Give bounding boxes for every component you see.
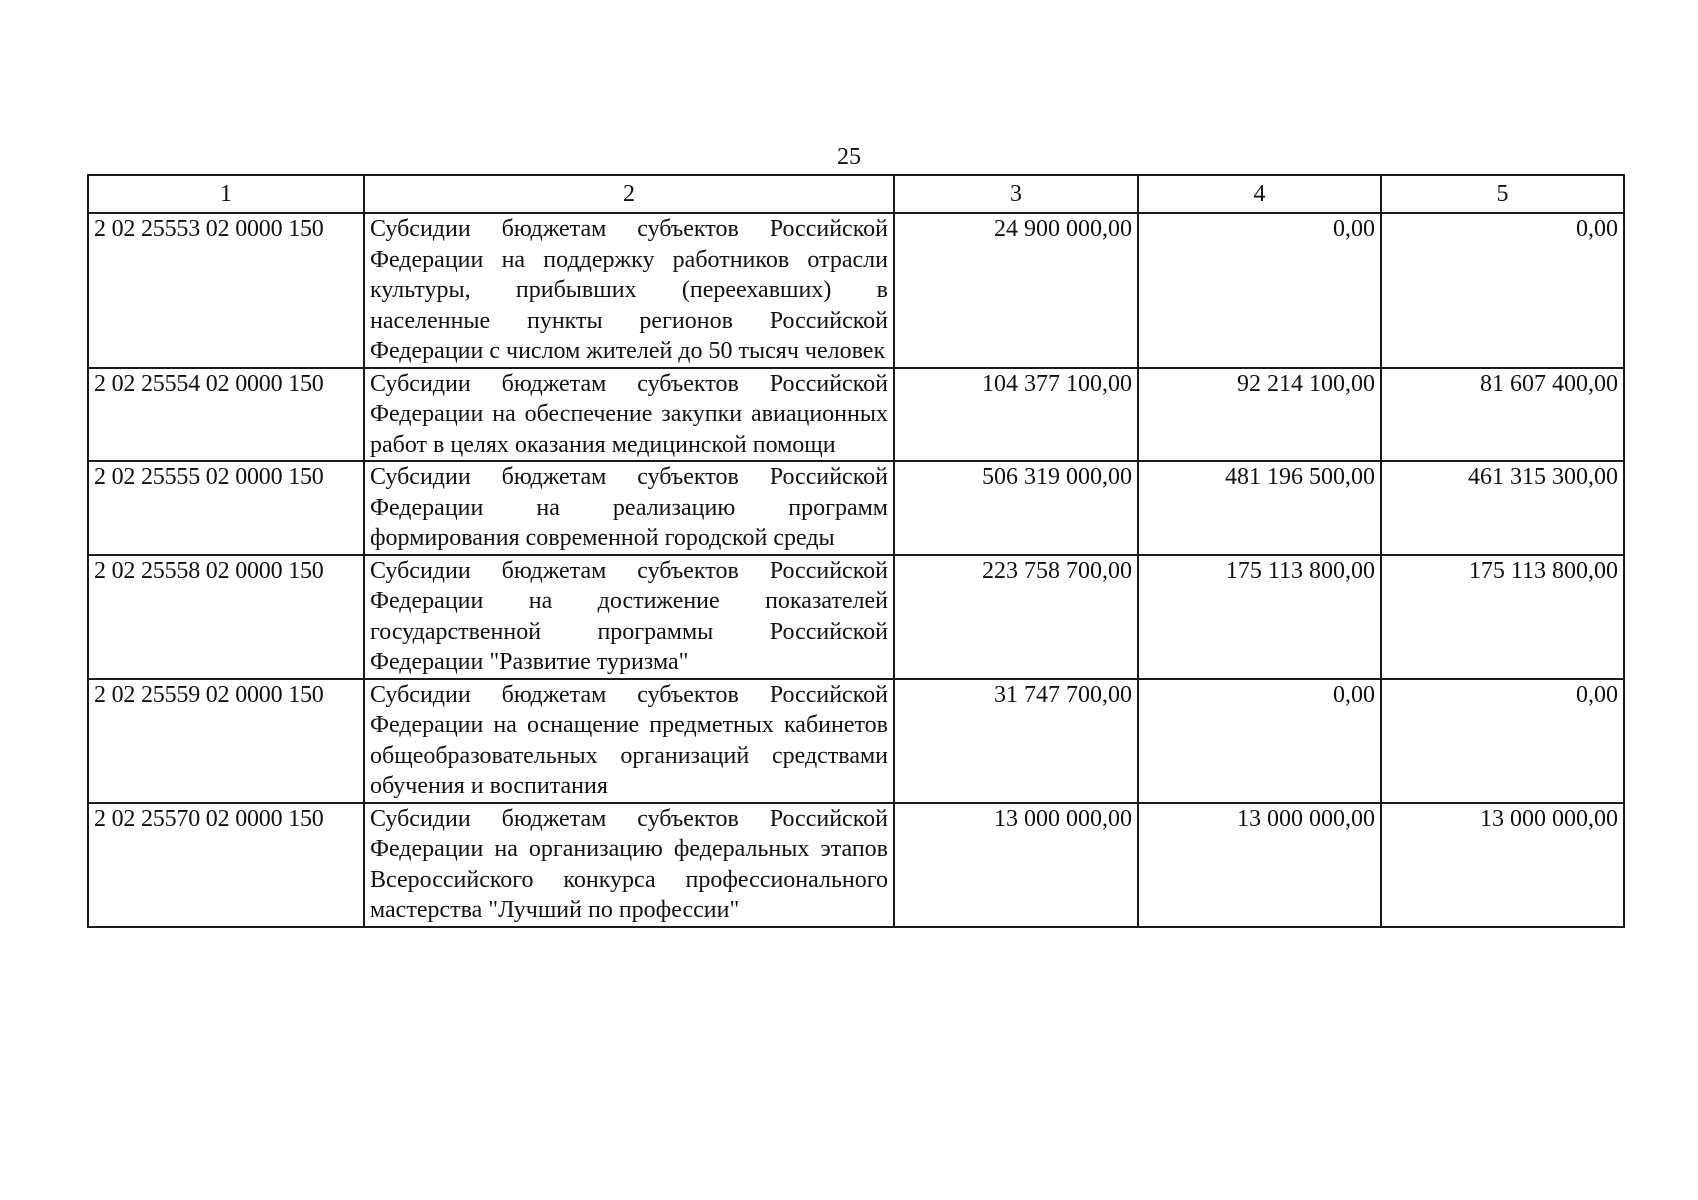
- table-row: [88, 368, 1624, 462]
- table-row: [88, 213, 1624, 368]
- amount-col5-cell: 13 000 000,00: [1381, 803, 1624, 927]
- page-number: 25: [837, 144, 861, 170]
- amount-col3-cell: 24 900 000,00: [894, 213, 1138, 368]
- amount-col3-cell: 223 758 700,00: [894, 555, 1138, 679]
- column-header-2: 2: [364, 175, 894, 213]
- column-header-4: 4: [1138, 175, 1381, 213]
- budget-code-cell: 2 02 25559 02 0000 150: [88, 679, 364, 803]
- table-row: [88, 555, 1624, 679]
- amount-col5-cell: 461 315 300,00: [1381, 461, 1624, 555]
- budget-code-cell: 2 02 25553 02 0000 150: [88, 213, 364, 368]
- amount-col5-cell: 0,00: [1381, 213, 1624, 368]
- amount-col5-cell: 175 113 800,00: [1381, 555, 1624, 679]
- budget-code-cell: 2 02 25570 02 0000 150: [88, 803, 364, 927]
- description-cell: Субсидии бюджетам субъектов Российской Федерации на поддержку работников отрасли культуры, прибывших (переехавших) в населенные пункты регионов Российской Федерации с числом жителей до 50 тысяч человек: [364, 213, 894, 368]
- amount-col4-cell: 0,00: [1138, 679, 1381, 803]
- table-header-row: [88, 175, 1624, 213]
- description-cell: Субсидии бюджетам субъектов Российской Федерации на обеспечение закупки авиационных работ в целях оказания медицинской помощи: [364, 368, 894, 462]
- column-header-1: 1: [88, 175, 364, 213]
- budget-code-cell: 2 02 25558 02 0000 150: [88, 555, 364, 679]
- budget-code-cell: 2 02 25554 02 0000 150: [88, 368, 364, 462]
- amount-col4-cell: 0,00: [1138, 213, 1381, 368]
- table-row: [88, 461, 1624, 555]
- table-row: [88, 803, 1624, 927]
- description-cell: Субсидии бюджетам субъектов Российской Федерации на достижение показателей государственной программы Российской Федерации "Развитие туризма": [364, 555, 894, 679]
- amount-col3-cell: 31 747 700,00: [894, 679, 1138, 803]
- column-header-3: 3: [894, 175, 1138, 213]
- amount-col5-cell: 81 607 400,00: [1381, 368, 1624, 462]
- amount-col3-cell: 506 319 000,00: [894, 461, 1138, 555]
- amount-col3-cell: 104 377 100,00: [894, 368, 1138, 462]
- table-row: [88, 679, 1624, 803]
- amount-col4-cell: 175 113 800,00: [1138, 555, 1381, 679]
- amount-col4-cell: 13 000 000,00: [1138, 803, 1381, 927]
- amount-col5-cell: 0,00: [1381, 679, 1624, 803]
- column-header-5: 5: [1381, 175, 1624, 213]
- amount-col3-cell: 13 000 000,00: [894, 803, 1138, 927]
- amount-col4-cell: 92 214 100,00: [1138, 368, 1381, 462]
- budget-table: [87, 174, 1625, 928]
- budget-code-cell: 2 02 25555 02 0000 150: [88, 461, 364, 555]
- description-cell: Субсидии бюджетам субъектов Российской Федерации на организацию федеральных этапов Всероссийского конкурса профессионального мастерства "Лучший по профессии": [364, 803, 894, 927]
- description-cell: Субсидии бюджетам субъектов Российской Федерации на оснащение предметных кабинетов общеобразовательных организаций средствами обучения и воспитания: [364, 679, 894, 803]
- description-cell: Субсидии бюджетам субъектов Российской Федерации на реализацию программ формирования современной городской среды: [364, 461, 894, 555]
- amount-col4-cell: 481 196 500,00: [1138, 461, 1381, 555]
